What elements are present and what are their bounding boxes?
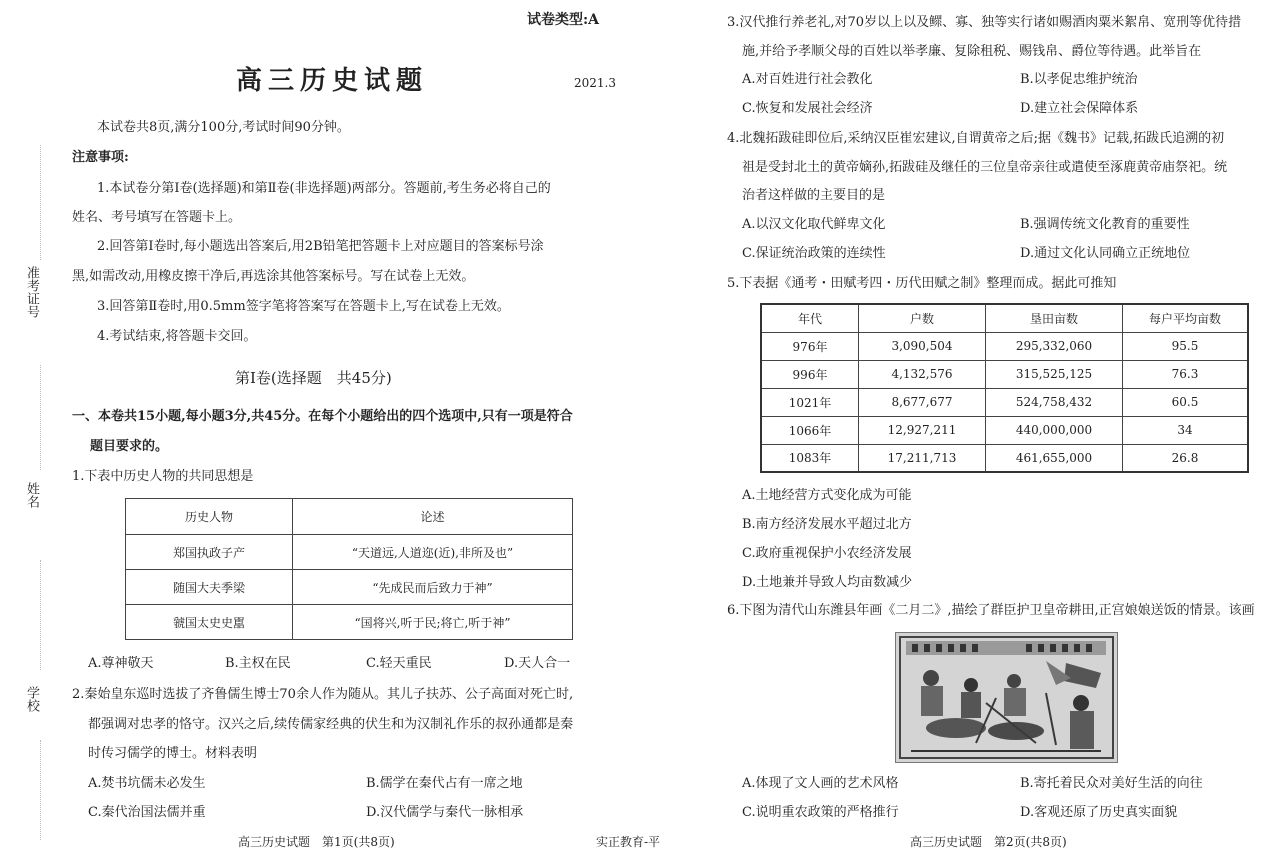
new-year-painting bbox=[895, 632, 1118, 763]
table-cell: 34 bbox=[1123, 416, 1249, 444]
q1-stem: 1.下表中历史人物的共同思想是 bbox=[72, 469, 254, 484]
table-header: 户数 bbox=[859, 304, 986, 332]
notice-heading: 注意事项: bbox=[72, 150, 129, 165]
page-footer: 高三历史试题 第1页(共8页) bbox=[238, 835, 395, 849]
q5-option-a: A.土地经营方式变化成为可能 bbox=[742, 488, 912, 503]
side-label-school: 学校 bbox=[24, 686, 39, 712]
table-cell: 随国大夫季梁 bbox=[126, 570, 293, 605]
table-header: 论述 bbox=[293, 499, 573, 535]
table-cell: 12,927,211 bbox=[859, 416, 986, 444]
notice-line: 2.回答第Ⅰ卷时,每小题选出答案后,用2B铅笔把答题卡上对应题目的答案标号涂 bbox=[97, 239, 544, 254]
section-instruction: 一、本卷共15小题,每小题3分,共45分。在每个小题给出的四个选项中,只有一项是符合 bbox=[72, 409, 573, 424]
q5-option-d: D.土地兼并导致人均亩数减少 bbox=[742, 575, 913, 590]
table-cell: 76.3 bbox=[1123, 360, 1249, 388]
table-cell: “天道远,人道迩(近),非所及也” bbox=[293, 535, 573, 570]
notice-line: 1.本试卷分第Ⅰ卷(选择题)和第Ⅱ卷(非选择题)两部分。答题前,考生务必将自己的 bbox=[97, 181, 551, 196]
q2-stem: 都强调对忠孝的恪守。汉兴之后,续传儒家经典的伏生和为汉制礼作乐的叔孙通都是秦 bbox=[88, 717, 574, 732]
q3-option-b: B.以孝促忠维护统治 bbox=[1020, 72, 1138, 87]
q6-option-a: A.体现了文人画的艺术风格 bbox=[742, 776, 899, 791]
table-cell: 26.8 bbox=[1123, 444, 1249, 472]
q1-option-a: A.尊神敬天 bbox=[88, 656, 154, 671]
table-cell: 315,525,125 bbox=[986, 360, 1123, 388]
table-header: 垦田亩数 bbox=[986, 304, 1123, 332]
table-cell: 461,655,000 bbox=[986, 444, 1123, 472]
table-cell: 8,677,677 bbox=[859, 388, 986, 416]
table-cell: 295,332,060 bbox=[986, 332, 1123, 360]
intro-text: 本试卷共8页,满分100分,考试时间90分钟。 bbox=[97, 120, 350, 135]
q5-option-b: B.南方经济发展水平超过北方 bbox=[742, 517, 912, 532]
table-cell: 440,000,000 bbox=[986, 416, 1123, 444]
table-header: 年代 bbox=[761, 304, 859, 332]
paper-type: 试卷类型:A bbox=[527, 12, 600, 28]
table-cell: 虢国太史史嚚 bbox=[126, 605, 293, 640]
q4-stem: 4.北魏拓跋硅即位后,采纳汉臣崔宏建议,自谓黄帝之后;据《魏书》记载,拓跋氏追溯的初 bbox=[727, 131, 1225, 146]
q5-option-c: C.政府重视保护小农经济发展 bbox=[742, 546, 912, 561]
q1-table bbox=[125, 498, 573, 640]
notice-line: 黑,如需改动,用橡皮擦干净后,再选涂其他答案标号。写在试卷上无效。 bbox=[72, 269, 475, 284]
q6-option-b: B.寄托着民众对美好生活的向往 bbox=[1020, 776, 1203, 791]
q3-stem: 施,并给予孝顺父母的百姓以举孝廉、复除租税、赐钱帛、爵位等待遇。此举旨在 bbox=[742, 44, 1202, 59]
q6-option-d: D.客观还原了历史真实面貌 bbox=[1020, 805, 1178, 820]
q2-stem: 2.秦始皇东巡时选拔了齐鲁儒生博士70余人作为随从。其儿子扶苏、公子高面对死亡时, bbox=[72, 687, 574, 702]
page-title: 高三历史试题 bbox=[236, 66, 429, 96]
q2-option-c: C.秦代治国法儒并重 bbox=[88, 805, 206, 820]
painting-illustration bbox=[896, 633, 1117, 762]
q2-option-d: D.汉代儒学与秦代一脉相承 bbox=[366, 805, 524, 820]
side-label-exam-id: 准考证号 bbox=[24, 266, 39, 318]
q4-stem: 治者这样做的主要目的是 bbox=[742, 188, 886, 203]
table-cell: 3,090,504 bbox=[859, 332, 986, 360]
q1-option-b: B.主权在民 bbox=[225, 656, 291, 671]
q4-option-b: B.强调传统文化教育的重要性 bbox=[1020, 217, 1190, 232]
q4-option-d: D.通过文化认同确立正统地位 bbox=[1020, 246, 1191, 261]
table-cell: “国将兴,听于民;将亡,听于神” bbox=[293, 605, 573, 640]
q5-stem: 5.下表据《通考・田赋考四・历代田赋之制》整理而成。据此可推知 bbox=[727, 276, 1117, 291]
q2-stem: 时传习儒学的博士。材料表明 bbox=[88, 746, 258, 761]
q6-stem: 6.下图为清代山东潍县年画《二月二》,描绘了群臣护卫皇帝耕田,正宫娘娘送饭的情景。该画 bbox=[727, 603, 1255, 618]
q1-option-c: C.轻天重民 bbox=[366, 656, 432, 671]
table-cell: “先成民而后致力于神” bbox=[293, 570, 573, 605]
table-header: 每户平均亩数 bbox=[1123, 304, 1249, 332]
q6-option-c: C.说明重农政策的严格推行 bbox=[742, 805, 899, 820]
notice-line: 3.回答第Ⅱ卷时,用0.5mm签字笔将答案写在答题卡上,写在试卷上无效。 bbox=[97, 299, 510, 314]
q4-option-c: C.保证统治政策的连续性 bbox=[742, 246, 886, 261]
table-cell: 60.5 bbox=[1123, 388, 1249, 416]
q3-option-d: D.建立社会保障体系 bbox=[1020, 101, 1139, 116]
section-instruction: 题目要求的。 bbox=[90, 439, 169, 454]
q4-option-a: A.以汉文化取代鲜卑文化 bbox=[742, 217, 886, 232]
q3-option-c: C.恢复和发展社会经济 bbox=[742, 101, 873, 116]
q3-option-a: A.对百姓进行社会教化 bbox=[742, 72, 873, 87]
footer-brand: 实正教育-平 bbox=[596, 835, 661, 849]
table-cell: 996年 bbox=[761, 360, 859, 388]
table-cell: 1066年 bbox=[761, 416, 859, 444]
q3-stem: 3.汉代推行养老礼,对70岁以上以及鳏、寡、独等实行诸如赐酒肉粟米絮帛、宽刑等优待措 bbox=[727, 15, 1242, 30]
q1-option-d: D.天人合一 bbox=[504, 656, 571, 671]
table-cell: 1083年 bbox=[761, 444, 859, 472]
table-cell: 4,132,576 bbox=[859, 360, 986, 388]
section-title: 第Ⅰ卷(选择题 共45分) bbox=[235, 369, 392, 387]
table-header: 历史人物 bbox=[126, 499, 293, 535]
notice-line: 4.考试结束,将答题卡交回。 bbox=[97, 329, 257, 344]
q4-stem: 祖是受封北土的黄帝嫡孙,拓跋硅及继任的三位皇帝亲往或遣使至涿鹿黄帝庙祭祀。统 bbox=[742, 160, 1228, 175]
q5-table bbox=[760, 303, 1249, 473]
table-cell: 976年 bbox=[761, 332, 859, 360]
table-cell: 17,211,713 bbox=[859, 444, 986, 472]
notice-line: 姓名、考号填写在答题卡上。 bbox=[72, 210, 242, 225]
exam-date: 2021.3 bbox=[574, 76, 616, 90]
page-footer: 高三历史试题 第2页(共8页) bbox=[910, 835, 1067, 849]
q2-option-b: B.儒学在秦代占有一席之地 bbox=[366, 776, 523, 791]
table-cell: 郑国执政子产 bbox=[126, 535, 293, 570]
q2-option-a: A.焚书坑儒未必发生 bbox=[88, 776, 206, 791]
table-cell: 1021年 bbox=[761, 388, 859, 416]
table-cell: 524,758,432 bbox=[986, 388, 1123, 416]
side-label-name: 姓名 bbox=[24, 482, 39, 508]
table-cell: 95.5 bbox=[1123, 332, 1249, 360]
